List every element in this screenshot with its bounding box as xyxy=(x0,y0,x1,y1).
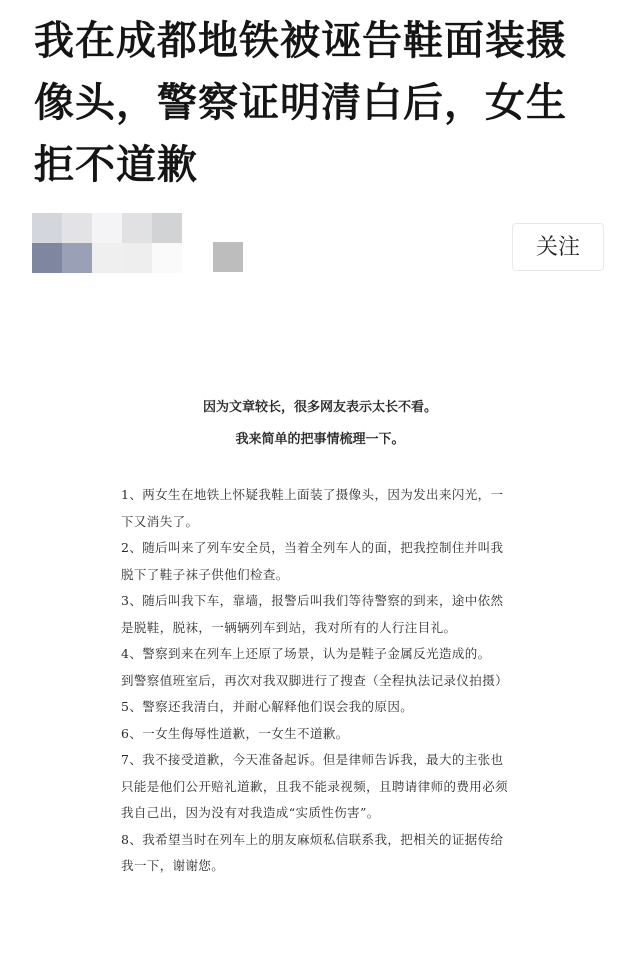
article-title: 我在成都地铁被诬告鞋面装摄像头，警察证明清白后，女生拒不道歉 xyxy=(34,18,567,188)
document-line: 是脱鞋，脱袜，一辆辆列车到站，我对所有的人行注目礼。 xyxy=(121,619,457,635)
author-row xyxy=(0,205,640,285)
avatar-blur-cell xyxy=(152,243,182,273)
document-line: 4、警察到来在列车上还原了场景，认为是鞋子金属反光造成的。 xyxy=(121,646,491,661)
avatar-blur-cell xyxy=(32,213,62,243)
avatar-blur-cell xyxy=(122,243,152,273)
avatar-blur-cell xyxy=(92,213,122,243)
author-name-blurred[interactable] xyxy=(213,242,243,272)
intro-line: 因为文章较长，很多网友表示太长不看。 xyxy=(202,400,437,415)
document-line: 我一下，谢谢您。 xyxy=(121,858,225,873)
document-line: 1、两女生在地铁上怀疑我鞋上面装了摄像头，因为发出来闪光，一 xyxy=(121,487,504,502)
document-line: 只能是他们公开赔礼道歉，且我不能录视频，且聘请律师的费用必须 xyxy=(121,778,509,794)
avatar[interactable] xyxy=(32,213,182,273)
avatar-blur-cell xyxy=(62,213,92,243)
avatar-blur-cell xyxy=(92,243,122,273)
avatar-blur-cell xyxy=(152,213,182,243)
document-line: 3、随后叫我下车，靠墙，报警后叫我们等待警察的到来，途中依然 xyxy=(121,593,504,608)
article-image-document xyxy=(0,380,640,940)
document-line: 8、我希望当时在列车上的朋友麻烦私信联系我，把相关的证据传给 xyxy=(121,831,504,847)
document-list xyxy=(121,482,531,880)
avatar-blur-cell xyxy=(62,243,92,273)
document-line: 下又消失了。 xyxy=(121,513,199,529)
document-line: 到警察值班室后，再次对我双脚进行了搜查（全程执法记录仪拍摄） xyxy=(121,672,509,688)
document-line: 5、警察还我清白，并耐心解释他们误会我的原因。 xyxy=(121,699,414,714)
document-line: 脱下了鞋子袜子供他们检查。 xyxy=(121,566,289,582)
avatar-blur-cell xyxy=(32,243,62,273)
document-line: 6、一女生侮辱性道歉，一女生不道歉。 xyxy=(121,725,349,741)
document-line: 2、随后叫来了列车安全员，当着全列车人的面，把我控制住并叫我 xyxy=(121,540,504,555)
intro-line: 我来简单的把事情梳理一下。 xyxy=(235,432,405,447)
document-line: 我自己出，因为没有对我造成“实质性伤害”。 xyxy=(121,805,380,820)
document-line: 7、我不接受道歉，今天准备起诉。但是律师告诉我，最大的主张也 xyxy=(121,752,504,767)
follow-button[interactable]: 关注 xyxy=(512,223,604,271)
avatar-blur-cell xyxy=(122,213,152,243)
